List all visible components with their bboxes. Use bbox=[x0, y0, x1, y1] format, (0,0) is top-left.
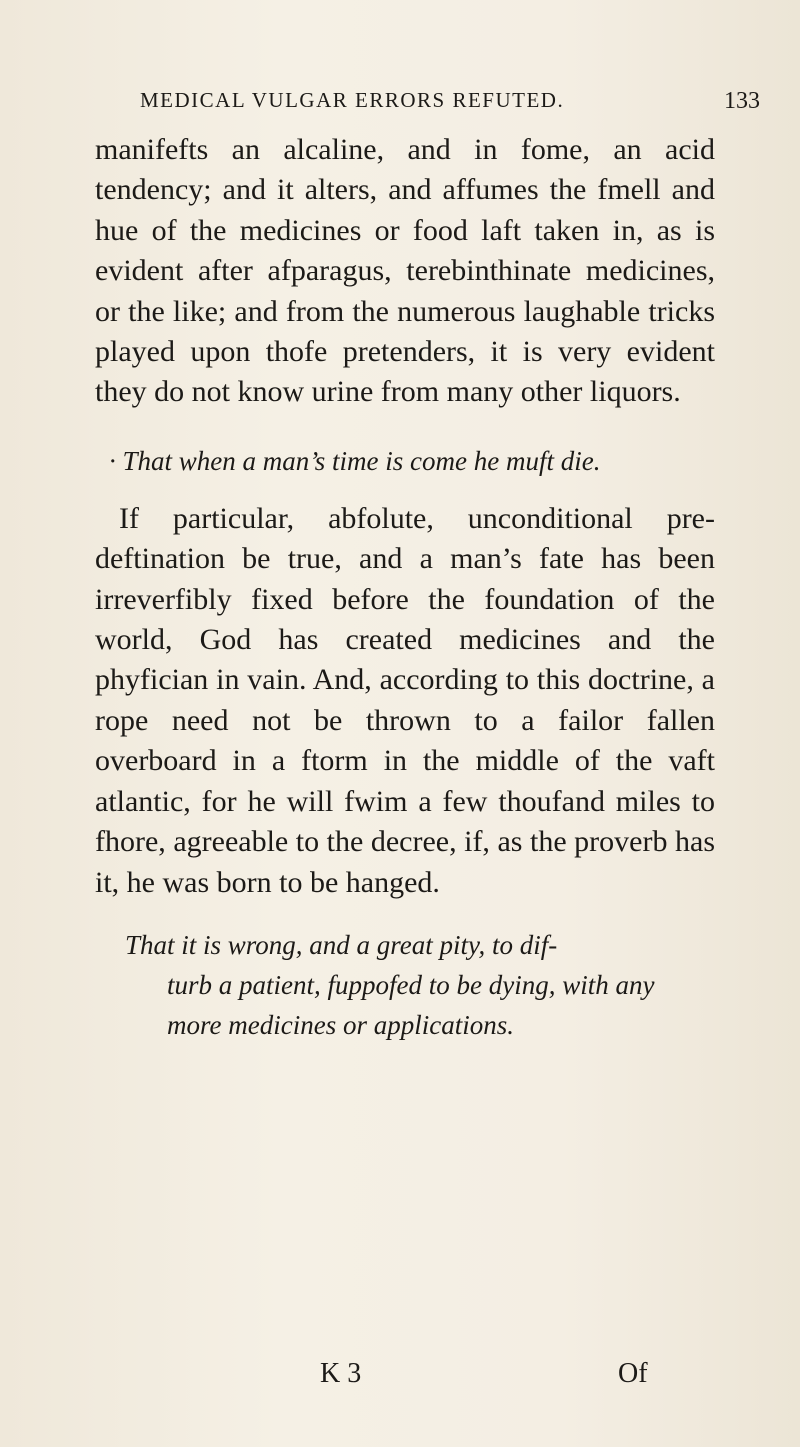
paragraph-continuation: manifefts an alcaline, and in fome, an acid tendency; and it alters, and affumes the fmell and hue of the medicines or food laft taken in, as is evident after afparagus, terebinthinate medicines, or the like; and from the numerous laughable tricks played upon thofe pretenders, it is very evident they do not know urine from many other liquors. bbox=[95, 133, 715, 409]
page-footer bbox=[0, 1358, 800, 1398]
catchword: Of bbox=[618, 1358, 648, 1389]
page-body bbox=[95, 130, 715, 1045]
section-heading-death: · That when a man’s time is come he muft die. bbox=[109, 445, 601, 476]
paragraph-predestination: If particular, abfolute, unconditional pre-deftination be true, and a man’s fate has been irreverfibly fixed before the foundation of the world, God has created medicines and the phyfician in vain. And, according to this doctrine, a rope need not be thrown to a failor fallen overboard in a ftorm in the middle of the vaft atlantic, for he will fwim a few thoufand miles to fhore, agreeable to the decree, if, as the proverb has it, he was born to be hanged. bbox=[95, 501, 715, 899]
page-number: 133 bbox=[724, 88, 760, 114]
section-heading-line1: That it is wrong, and a great pity, to dif- bbox=[125, 929, 558, 960]
section-heading-line2: turb a patient, fuppofed to be dying, with any more medicines or applications. bbox=[167, 969, 655, 1040]
signature-mark: K 3 bbox=[320, 1358, 362, 1389]
section-heading-dying-patient bbox=[95, 925, 715, 1045]
running-title: MEDICAL VULGAR ERRORS REFUTED. bbox=[140, 88, 565, 112]
